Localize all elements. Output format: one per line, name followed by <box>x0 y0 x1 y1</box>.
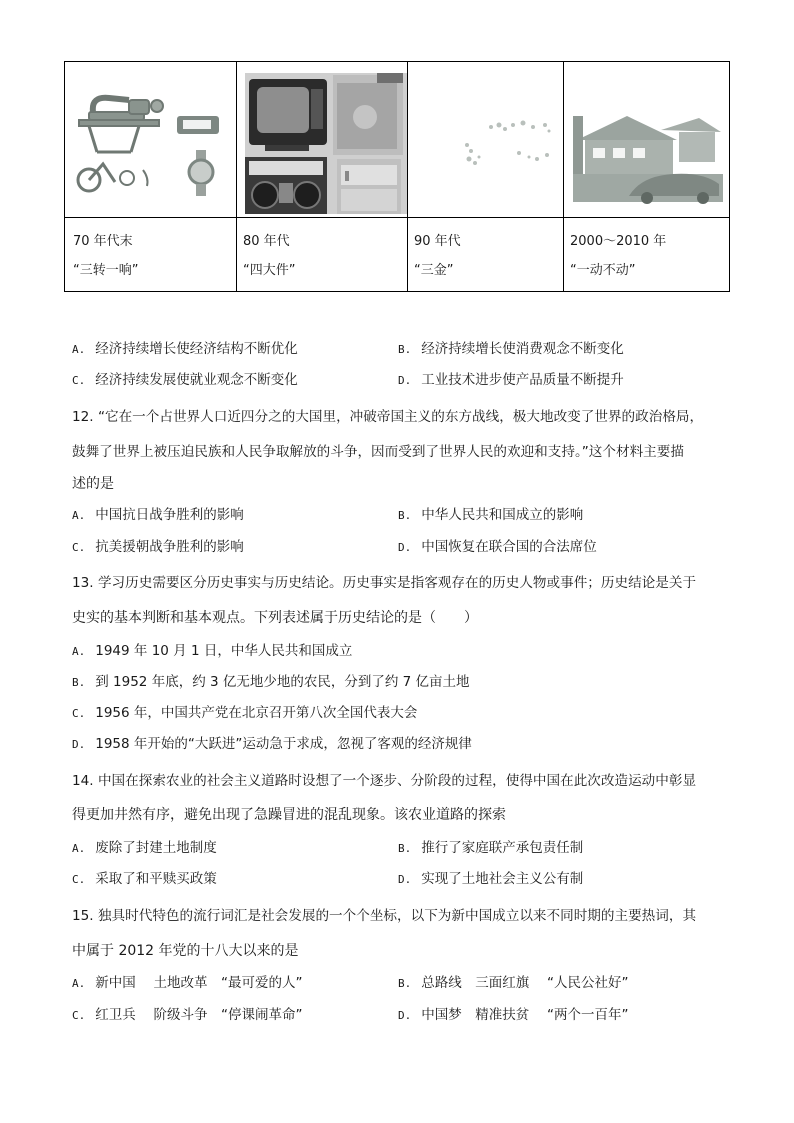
option-text: 采取了和平赎买政策 <box>95 871 217 887</box>
option-letter: B. <box>398 842 412 855</box>
option-a[interactable] <box>72 505 244 526</box>
house-car-image <box>569 88 727 212</box>
option-letter: B. <box>398 977 412 990</box>
table-divider <box>65 217 729 218</box>
option-letter: D. <box>398 374 412 387</box>
option-d[interactable] <box>398 370 624 391</box>
option-text: 废除了封建土地制度 <box>95 840 217 856</box>
option-text: 到 1952 年底，约 3 亿无地少地的农民，分到了约 7 亿亩土地 <box>95 674 470 690</box>
option-letter: C. <box>72 707 86 720</box>
option-letter: A. <box>72 509 86 522</box>
option-letter: C. <box>72 1009 86 1022</box>
option-a[interactable] <box>72 838 217 859</box>
option-text: 1958 年开始的“大跃进”运动急于求成，忽视了客观的经济规律 <box>95 736 472 752</box>
consumer-goods-table <box>64 61 730 292</box>
option-b[interactable] <box>72 672 470 693</box>
question-14-line-2: 得更加井然有序，避免出现了急躁冒进的混乱现象。该农业道路的探索 <box>72 807 506 823</box>
goods-label: “四大件” <box>243 263 296 278</box>
option-text: 实现了土地社会主义公有制 <box>421 871 584 887</box>
option-text: 经济持续发展使就业观念不断变化 <box>95 372 298 388</box>
option-letter: A. <box>72 977 86 990</box>
option-text: 总路线 三面红旗 “人民公社好” <box>421 975 629 991</box>
option-a[interactable] <box>72 641 352 662</box>
option-a[interactable] <box>72 339 298 360</box>
option-text: 经济持续增长使消费观念不断变化 <box>421 341 624 357</box>
option-text: 中华人民共和国成立的影响 <box>421 507 584 523</box>
option-letter: B. <box>398 343 412 356</box>
option-c[interactable] <box>72 370 298 391</box>
question-12-line-1: 12. “它在一个占世界人口近四分之的大国里，冲破帝国主义的东方战线，极大地改变了世界的政治格局， <box>72 409 704 425</box>
option-text: 中国梦 精准扶贫 “两个一百年” <box>421 1007 629 1023</box>
option-letter: B. <box>72 676 86 689</box>
option-text: 红卫兵 阶级斗争 “停课闹革命” <box>95 1007 303 1023</box>
goods-label: “三转一响” <box>73 263 139 278</box>
option-letter: A. <box>72 343 86 356</box>
faded-image <box>415 97 555 197</box>
period-label: 80 年代 <box>243 234 290 249</box>
option-b[interactable] <box>398 339 624 360</box>
option-d[interactable] <box>398 1005 629 1026</box>
period-label: 70 年代末 <box>73 234 133 249</box>
question-13-line-2: 史实的基本判断和基本观点。下列表述属于历史结论的是（ ） <box>72 610 478 626</box>
option-letter: D. <box>72 738 86 751</box>
option-d[interactable] <box>398 537 597 558</box>
option-letter: D. <box>398 541 412 554</box>
option-d[interactable] <box>72 734 472 755</box>
option-letter: C. <box>72 541 86 554</box>
option-text: 中国恢复在联合国的合法席位 <box>421 539 597 555</box>
option-c[interactable] <box>72 537 244 558</box>
option-text: 工业技术进步使产品质量不断提升 <box>421 372 624 388</box>
period-label: 2000～2010 年 <box>570 234 667 249</box>
option-letter: C. <box>72 873 86 886</box>
option-letter: B. <box>398 509 412 522</box>
question-12-line-2: 鼓舞了世界上被压迫民族和人民争取解放的斗争，因而受到了世界人民的欢迎和支持。”这个材料主要描 <box>72 444 684 460</box>
goods-label: “一动不动” <box>570 263 636 278</box>
question-14-line-1: 14. 中国在探索农业的社会主义道路时设想了一个逐步、分阶段的过程，使得中国在此次改造运动中彰显 <box>72 773 697 789</box>
option-text: 经济持续增长使经济结构不断优化 <box>95 341 298 357</box>
question-15-line-2: 中属于 2012 年党的十八大以来的是 <box>72 943 299 959</box>
option-text: 抗美援朝战争胜利的影响 <box>95 539 244 555</box>
option-c[interactable] <box>72 703 417 724</box>
option-b[interactable] <box>398 973 629 994</box>
goods-label: “三金” <box>414 263 454 278</box>
period-label: 90 年代 <box>414 234 461 249</box>
option-letter: A. <box>72 842 86 855</box>
option-b[interactable] <box>398 838 583 859</box>
tv-washer-radio-fridge-image <box>245 73 407 214</box>
option-text: 1956 年，中国共产党在北京召开第八次全国代表大会 <box>95 705 418 721</box>
option-text: 推行了家庭联产承包责任制 <box>421 840 584 856</box>
option-letter: D. <box>398 873 412 886</box>
option-d[interactable] <box>398 869 583 890</box>
option-b[interactable] <box>398 505 583 526</box>
option-text: 中国抗日战争胜利的影响 <box>95 507 244 523</box>
table-divider <box>563 62 564 291</box>
option-letter: D. <box>398 1009 412 1022</box>
option-c[interactable] <box>72 1005 303 1026</box>
table-divider <box>236 62 237 291</box>
question-13-line-1: 13. 学习历史需要区分历史事实与历史结论。历史事实是指客观存在的历史人物或事件；历史结论是关于 <box>72 575 697 591</box>
table-divider <box>407 62 408 291</box>
option-text: 新中国 土地改革 “最可爱的人” <box>95 975 303 991</box>
option-letter: C. <box>72 374 86 387</box>
option-letter: A. <box>72 645 86 658</box>
question-12-line-3: 述的是 <box>72 476 114 492</box>
option-text: 1949 年 10 月 1 日，中华人民共和国成立 <box>95 643 353 659</box>
sewing-machine-bicycle-radio-watch-image <box>69 82 229 202</box>
question-15-line-1: 15. 独具时代特色的流行词汇是社会发展的一个个坐标，以下为新中国成立以来不同时期的主要热词，其 <box>72 908 697 924</box>
option-c[interactable] <box>72 869 217 890</box>
option-a[interactable] <box>72 973 303 994</box>
